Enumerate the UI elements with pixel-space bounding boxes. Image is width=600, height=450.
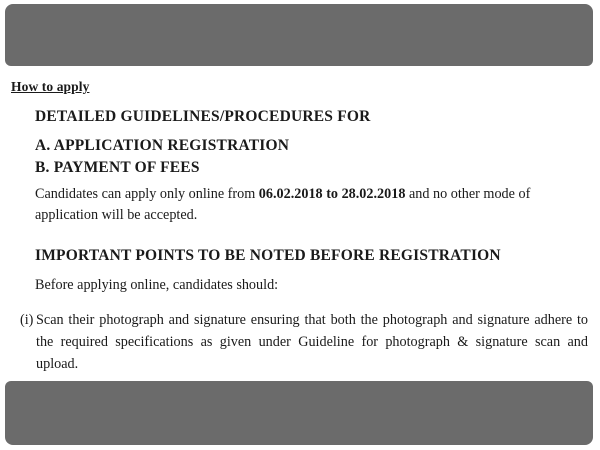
- application-window-paragraph: [35, 184, 583, 226]
- guidelines-title: DETAILED GUIDELINES/PROCEDURES FOR: [35, 108, 371, 125]
- list-item: [20, 309, 588, 375]
- before-applying-text: Before applying online, candidates should:: [35, 277, 279, 293]
- item-application-registration: A. APPLICATION REGISTRATION: [35, 137, 290, 154]
- item-payment-of-fees: B. PAYMENT OF FEES: [35, 159, 200, 176]
- how-to-apply-heading: How to apply: [11, 79, 90, 94]
- bottom-gray-bar: [5, 381, 593, 445]
- list-item-text: Scan their photograph and signature ensuring that both the photograph and signature adhere to the required specifications as given under Guideline for photograph & signature scan and upload.: [36, 312, 588, 372]
- document-excerpt: [0, 66, 600, 381]
- eligibility-suffix: and no other mode of application will be accepted.: [35, 186, 531, 223]
- eligibility-prefix: Candidates can apply only online from: [35, 186, 259, 202]
- top-gray-bar: [5, 4, 593, 66]
- end-date: 28.02.2018: [341, 186, 406, 202]
- start-date: 06.02.2018: [258, 186, 323, 202]
- list-item-marker: (i): [20, 312, 34, 328]
- date-range: [259, 186, 406, 202]
- date-connector: to: [322, 186, 342, 202]
- important-points-title: IMPORTANT POINTS TO BE NOTED BEFORE REGISTRATION: [35, 247, 501, 264]
